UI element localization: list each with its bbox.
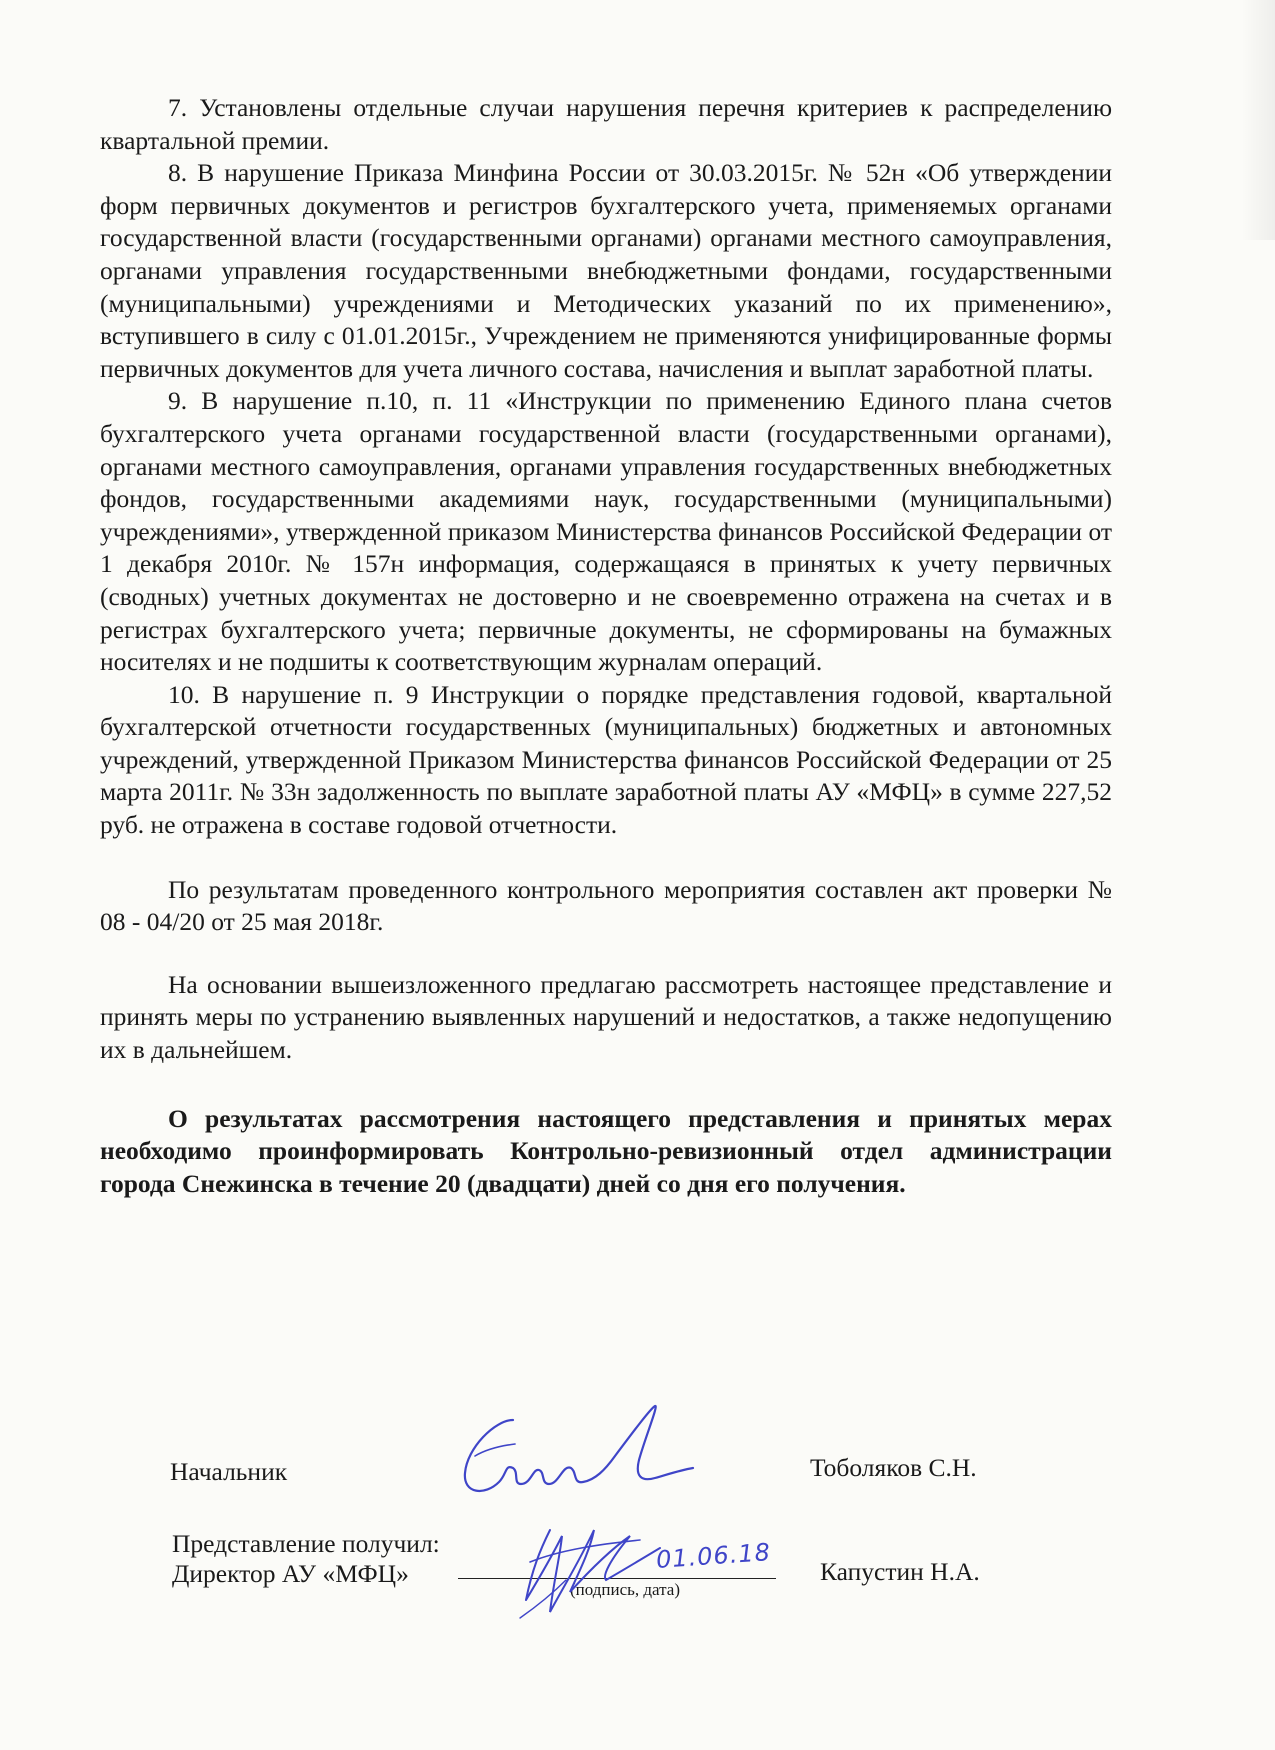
- director-signature: [510, 1500, 680, 1622]
- paragraph-8: 8. В нарушение Приказа Минфина России от 30.03.2015г. № 52н «Об утверждении форм первичных документов и регистров бухгалтерского учета, применяемых органами государственной власти (государственными органами) органами местного самоуправления, органами управления государственными внебюджетными фондами, государственными (муниципальными) учреждениями и Методических указаний по их применению», вступившего в силу с 01.01.2015г., Учреждением не применяются унифицированные формы первичных документов для учета личного состава, начисления и выплат заработной платы.: [100, 158, 1112, 383]
- chief-signature: [455, 1398, 705, 1503]
- signature-line-caption: (подпись, дата): [570, 1580, 681, 1599]
- paragraph-act: По результатам проведенного контрольного мероприятия составлен акт проверки № 08 - 04/20 от 25 мая 2018г.: [100, 874, 1112, 937]
- handwritten-date: 01.06.18: [655, 1538, 772, 1574]
- paragraph-10: 10. В нарушение п. 9 Инструкции о порядке представления годовой, квартальной бухгалтерской отчетности государственных (муниципальных) бюджетных и автономных учреждений, утвержденной Приказом Министерства финансов Российской Федерации от 25 марта 2011г. № 33н задолженность по выплате заработной платы АУ «МФЦ» в сумме 227,52 руб. не отражена в составе годовой отчетности.: [100, 679, 1112, 840]
- director-name: Капустин Н.А.: [820, 1557, 980, 1586]
- paragraph-9: 9. В нарушение п.10, п. 11 «Инструкции по применению Единого плана счетов бухгалтерского учета органами государственной власти (государственными органами), органами местного самоуправления, органами управления государственных внебюджетных фондов, государственными академиями наук, государственными (муниципальными) учреждениями», утвержденной приказом Министерства финансов Российской Федерации от 1 декабря 2010г. № 157н информация, содержащаяся в принятых к учету первичных (сводных) учетных документах не достоверно и не своевременно отражена на счетах и в регистрах бухгалтерского учета; первичные документы, не сформированы на бумажных носителях и не подшиты к соответствующим журналам операций.: [100, 386, 1112, 677]
- chief-title: Начальник: [170, 1457, 288, 1486]
- chief-name: Тоболяков С.Н.: [810, 1453, 977, 1482]
- paragraph-7: 7. Установлены отдельные случаи нарушения перечня критериев к распределению квартальной премии.: [100, 93, 1112, 155]
- director-title: Директор АУ «МФЦ»: [172, 1559, 409, 1588]
- page-fold-shadow: [1241, 0, 1275, 240]
- document-body: [100, 92, 1112, 1200]
- paragraph-notice: О результатах рассмотрения настоящего представления и принятых мерах необходимо проинформировать Контрольно-ревизионный отдел администрации города Снежинска в течение 20 (двадцати) дней со дня его получения.: [100, 1103, 1112, 1198]
- paragraph-proposal: На основании вышеизложенного предлагаю рассмотреть настоящее представление и принять меры по устранению выявленных нарушений и недостатков, а также недопущению их в дальнейшем.: [100, 969, 1112, 1065]
- received-label: Представление получил:: [172, 1529, 440, 1558]
